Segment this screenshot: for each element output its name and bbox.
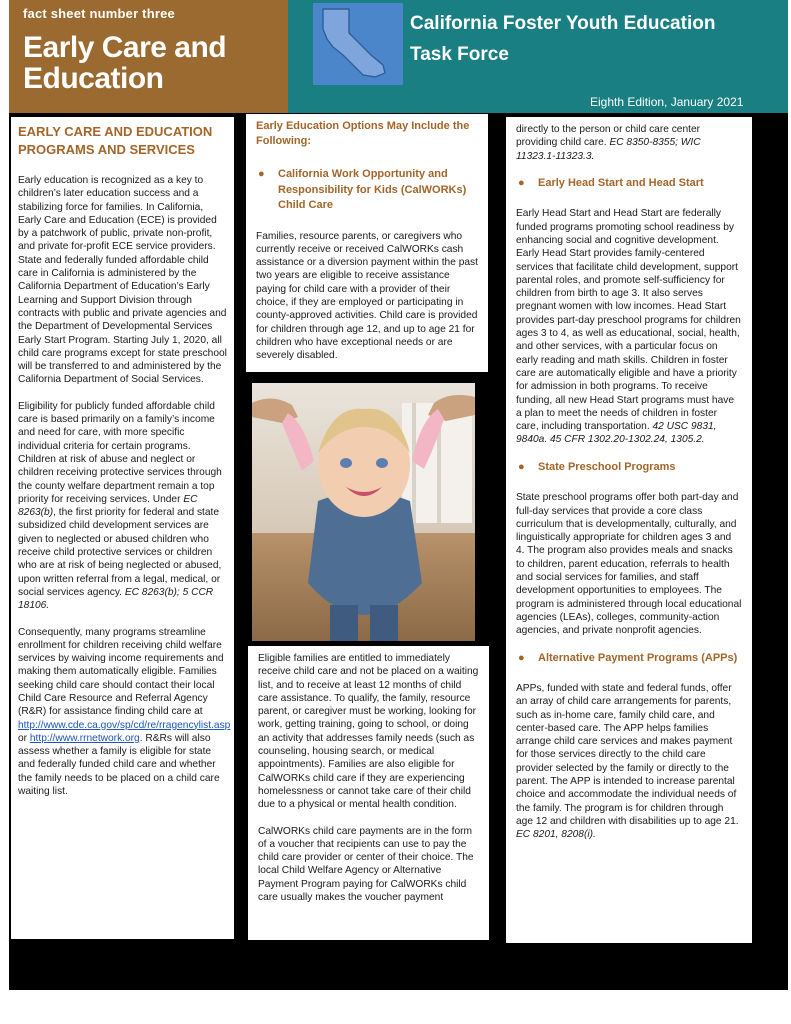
rrnetwork-link[interactable]: http://www.rrnetwork.org (29, 732, 140, 744)
section-heading: EARLY CARE AND EDUCATION PROGRAMS AND SERVICES (18, 124, 213, 157)
link-separator: or (18, 732, 30, 744)
options-heading: Early Education Options May Include the Following: (256, 120, 470, 147)
eligibility-text-a: Eligibility for publicly funded affordable child care is based primarily on a family’s income and need for care, with more specific individual criteria for certain programs. Children at risk of abuse and neglect or children receiving protective services through the county welfare department remain a top priority for receiving services. Under (18, 400, 222, 505)
bullet-calworks (256, 167, 478, 214)
paragraph-alternative-payment (516, 682, 742, 842)
column-middle-bottom (248, 646, 489, 940)
org-name-line-2: Task Force (410, 44, 509, 65)
edition-label: Eighth Edition, January 2021 (590, 95, 744, 109)
bullet-label: State Preschool Programs (538, 460, 676, 473)
paragraph-intro: Early education is recognized as a key to children’s later education success and a stabilizing force for families. In California, Early Care and Education (ECE) is provided by a patchwork of public, private non-profit, and private for-profit ECE service providers. State and federally funded affordable child care in California is administered by the California Department of Education’s Early Learning and Support Division through contracts with public and private agencies and the Department of Developmental Services Early Start Program. Starting July 1, 2020, all child care programs except for state preschool will be transferred to and administered by the California Department of Social Services. (18, 175, 227, 386)
continued-text: directly to the person or child care center providing child care. (516, 124, 701, 149)
app-text: APPs, funded with state and federal funds, offer an array of child care arrangements for parents, such as in-home care, family child care, and center-based care. The APP helps families arrange child care services and makes payment for those services directly to the child care provider selected by the family or directly to the parent. The APP is intended to increase parental choice and accommodate the individual needs of the family. The program is for children through age 12 and children with disabilities up to age 21. (516, 683, 739, 827)
bullet-dot-icon: ● (518, 651, 525, 664)
bullet-dot-icon: ● (258, 168, 265, 180)
citation: 42 USC 9831, 9840a. 45 CFR 1302.20-1302.24, 1305.2. (516, 421, 717, 446)
paragraph-eligibility (18, 400, 227, 613)
enrollment-text-b: . R&Rs will also assess whether a family is eligible for state and federally funded child care and whether the family needs to be placed on a child care waiting list. (18, 732, 220, 798)
bullet-label: California Work Opportunity and Responsibility for Kids (CalWORKs) Child Care (278, 168, 467, 211)
head-start-text: Early Head Start and Head Start are federally funded programs promoting school readiness by enhancing social and cognitive development. Early Head Start provides family-centered services that facilitate child development, support parental roles, and promote self-sufficiency for children from birth to age 3. It also serves pregnant women with low incomes. Head Start provides part-day preschool programs for children ages 3 to 4, as well as educational, social, health, and other services, with a particular focus on early reading and math skills. Children in foster care are automatically eligible and have a priority for admission in both programs. To receive funding, all new Head Start programs must have a plan to meet the needs of children in foster care, including transportation. (516, 208, 741, 433)
page-title: Early Care and Education (23, 31, 227, 95)
column-middle-top (246, 114, 488, 372)
enrollment-text-a: Consequently, many programs streamline enrollment for children receiving child welfare services by waiving income requirements and making them automatically eligible. Families seeking child care should contact their local Child Care Resource and Referral Agency (R&R) for assistance finding child care at (18, 626, 224, 718)
bullet-label: Early Head Start and Head Start (538, 176, 704, 189)
paragraph-voucher: CalWORKs child care payments are in the form of a voucher that recipients can use to pay the child care provider or center of their choice. The local Child Welfare Agency or Alternative Payment Program paying for CalWORKs child care usually makes the voucher payment (258, 825, 474, 904)
paragraph-entitlement: Eligible families are entitled to immediately receive child care and not be placed on a waiting list, and to receive at least 12 months of child care assistance. To qualify, the family, resource parent, or caregiver must be working, looking for work, getting training, going to school, or doing an activity that addresses family needs (such as counseling, housing search, or medical appointments). Families are also eligible for CalWORKs child care if they are experiencing homelessness or cannot take care of their child due to a physical or mental health condition. (258, 653, 479, 811)
california-map-icon (313, 3, 403, 85)
citation: EC 8263(b) (18, 493, 198, 519)
column-right (506, 117, 752, 943)
citation: EC 8263(b); 5 CCR 18106. (18, 586, 214, 612)
fact-sheet-label: fact sheet number three (23, 6, 175, 21)
org-name-line-1: California Foster Youth Education (410, 13, 716, 34)
toddler-photo (252, 383, 475, 641)
column-left (11, 117, 234, 939)
citation: EC 8201, 8208(i). (516, 829, 596, 841)
bullet-dot-icon: ● (518, 460, 525, 473)
citation: EC 8350-8355; WIC 11323.1-11323.3. (516, 137, 701, 162)
paragraph-calworks: Families, resource parents, or caregivers who currently receive or received CalWORKs cash assistance or a diversion payment within the past two years are eligible to receive assistance paying for child care with a provider of their choice, if they are employed or participating in county-approved activities. Child care is provided for children through age 12, and up to age 21 for children who have exceptional needs or are severely disabled. (256, 230, 478, 362)
bullet-state-preschool (516, 460, 742, 476)
cde-link[interactable]: http://www.cde.ca.gov/sp/cd/re/rragencylist.asp (18, 719, 231, 731)
paragraph-continued (516, 123, 742, 163)
paragraph-state-preschool: State preschool programs offer both part-day and full-day services that provide a core class curriculum that is developmentally, culturally, and linguistically appropriate for children ages 3 and 4. The program also provides meals and snacks to children, parent education, referrals to health and social services for families, and staff development opportunities to employees. The program is administered through local educational agencies (LEAs), colleges, community-action agencies, and private nonprofit agencies. (516, 492, 742, 637)
bullet-alternative-payment (516, 651, 742, 667)
bullet-head-start (516, 176, 742, 192)
paragraph-enrollment (18, 626, 231, 799)
eligibility-text-b: , the first priority for federal and state subsidized child development services are given to neglected or abused children who receive child protective services or children who are at risk of being neglected or abused, upon written referral from a legal, medical, or social services agency. (18, 507, 222, 598)
bullet-dot-icon: ● (518, 176, 525, 189)
bullet-label: Alternative Payment Programs (APPs) (538, 651, 738, 664)
paragraph-head-start (516, 207, 742, 446)
